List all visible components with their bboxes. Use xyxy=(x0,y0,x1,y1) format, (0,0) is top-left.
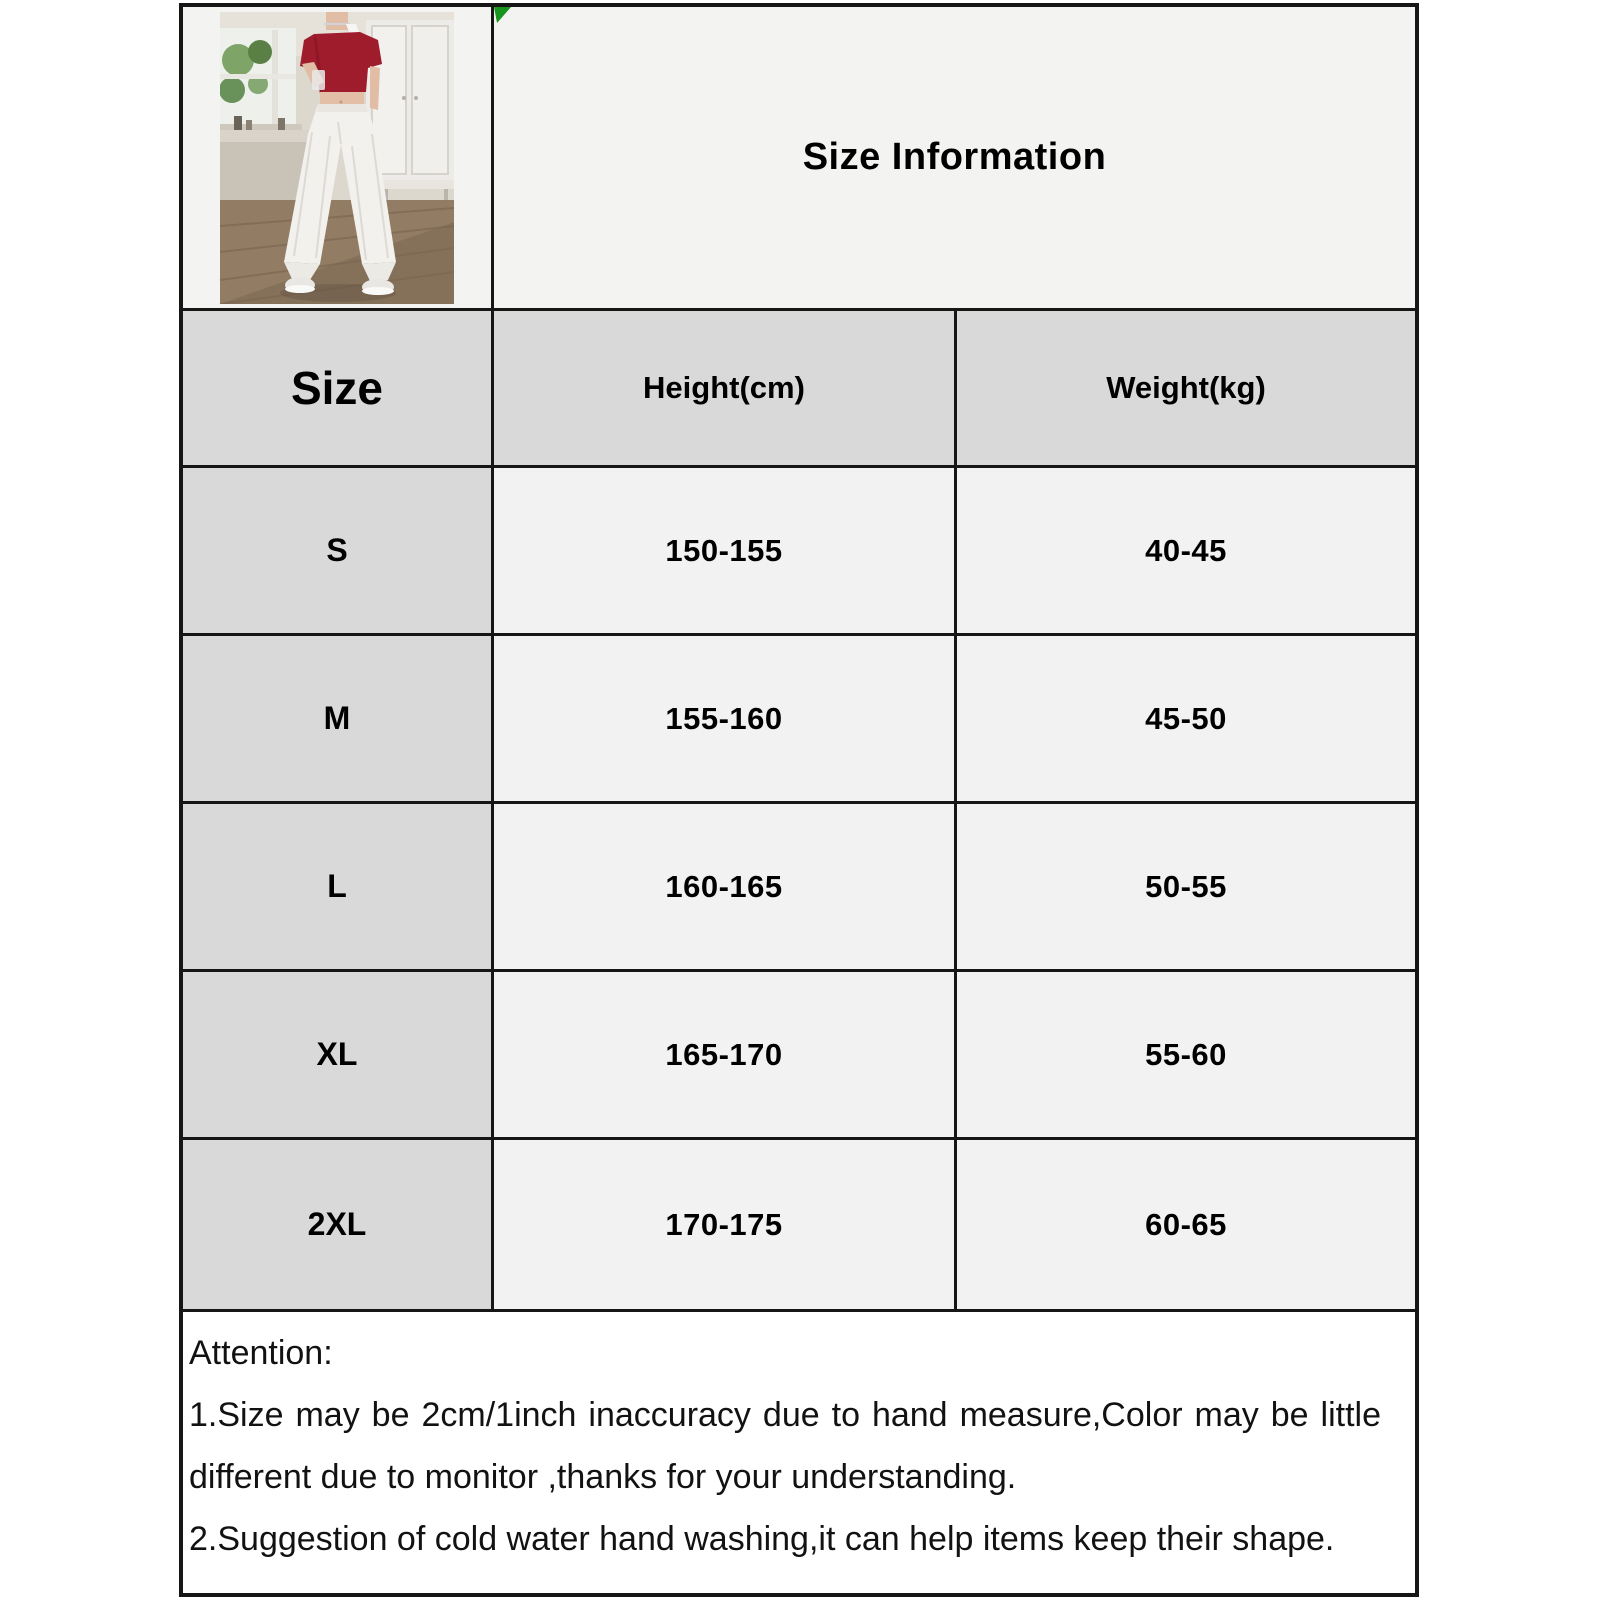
attention-note-1: 1.Size may be 2cm/1inch inaccuracy due to hand measure,Color may be little different due to monitor ,thanks for your understanding. xyxy=(189,1396,1381,1496)
attention-note-2: 2.Suggestion of cold water hand washing,it can help items keep their shape. xyxy=(189,1520,1335,1558)
attention-section xyxy=(183,1312,1415,1593)
attention-label: Attention: xyxy=(189,1334,333,1372)
row-m-height-value: 155-160 xyxy=(494,636,957,804)
column-header-height: Height(cm) xyxy=(494,311,957,468)
row-l-height-value: 160-165 xyxy=(494,804,957,972)
title-cell xyxy=(494,7,1415,311)
size-table xyxy=(179,3,1419,1597)
green-corner-flag-icon xyxy=(494,7,511,23)
row-s-height-value: 150-155 xyxy=(494,468,957,636)
row-s-size-label: S xyxy=(183,468,494,636)
row-xl-size-label: XL xyxy=(183,972,494,1140)
row-m-size-label: M xyxy=(183,636,494,804)
row-l-size-label: L xyxy=(183,804,494,972)
row-xl-weight-value: 55-60 xyxy=(957,972,1415,1140)
page-title: Size Information xyxy=(802,136,1107,178)
product-photo xyxy=(220,12,454,304)
row-m-weight-value: 45-50 xyxy=(957,636,1415,804)
row-2xl-height-value: 170-175 xyxy=(494,1140,957,1312)
row-l-weight-value: 50-55 xyxy=(957,804,1415,972)
row-xl-height-value: 165-170 xyxy=(494,972,957,1140)
column-header-size: Size xyxy=(183,311,494,468)
column-header-weight: Weight(kg) xyxy=(957,311,1415,468)
row-2xl-size-label: 2XL xyxy=(183,1140,494,1312)
row-s-weight-value: 40-45 xyxy=(957,468,1415,636)
row-2xl-weight-value: 60-65 xyxy=(957,1140,1415,1312)
product-photo-cell xyxy=(183,7,494,311)
